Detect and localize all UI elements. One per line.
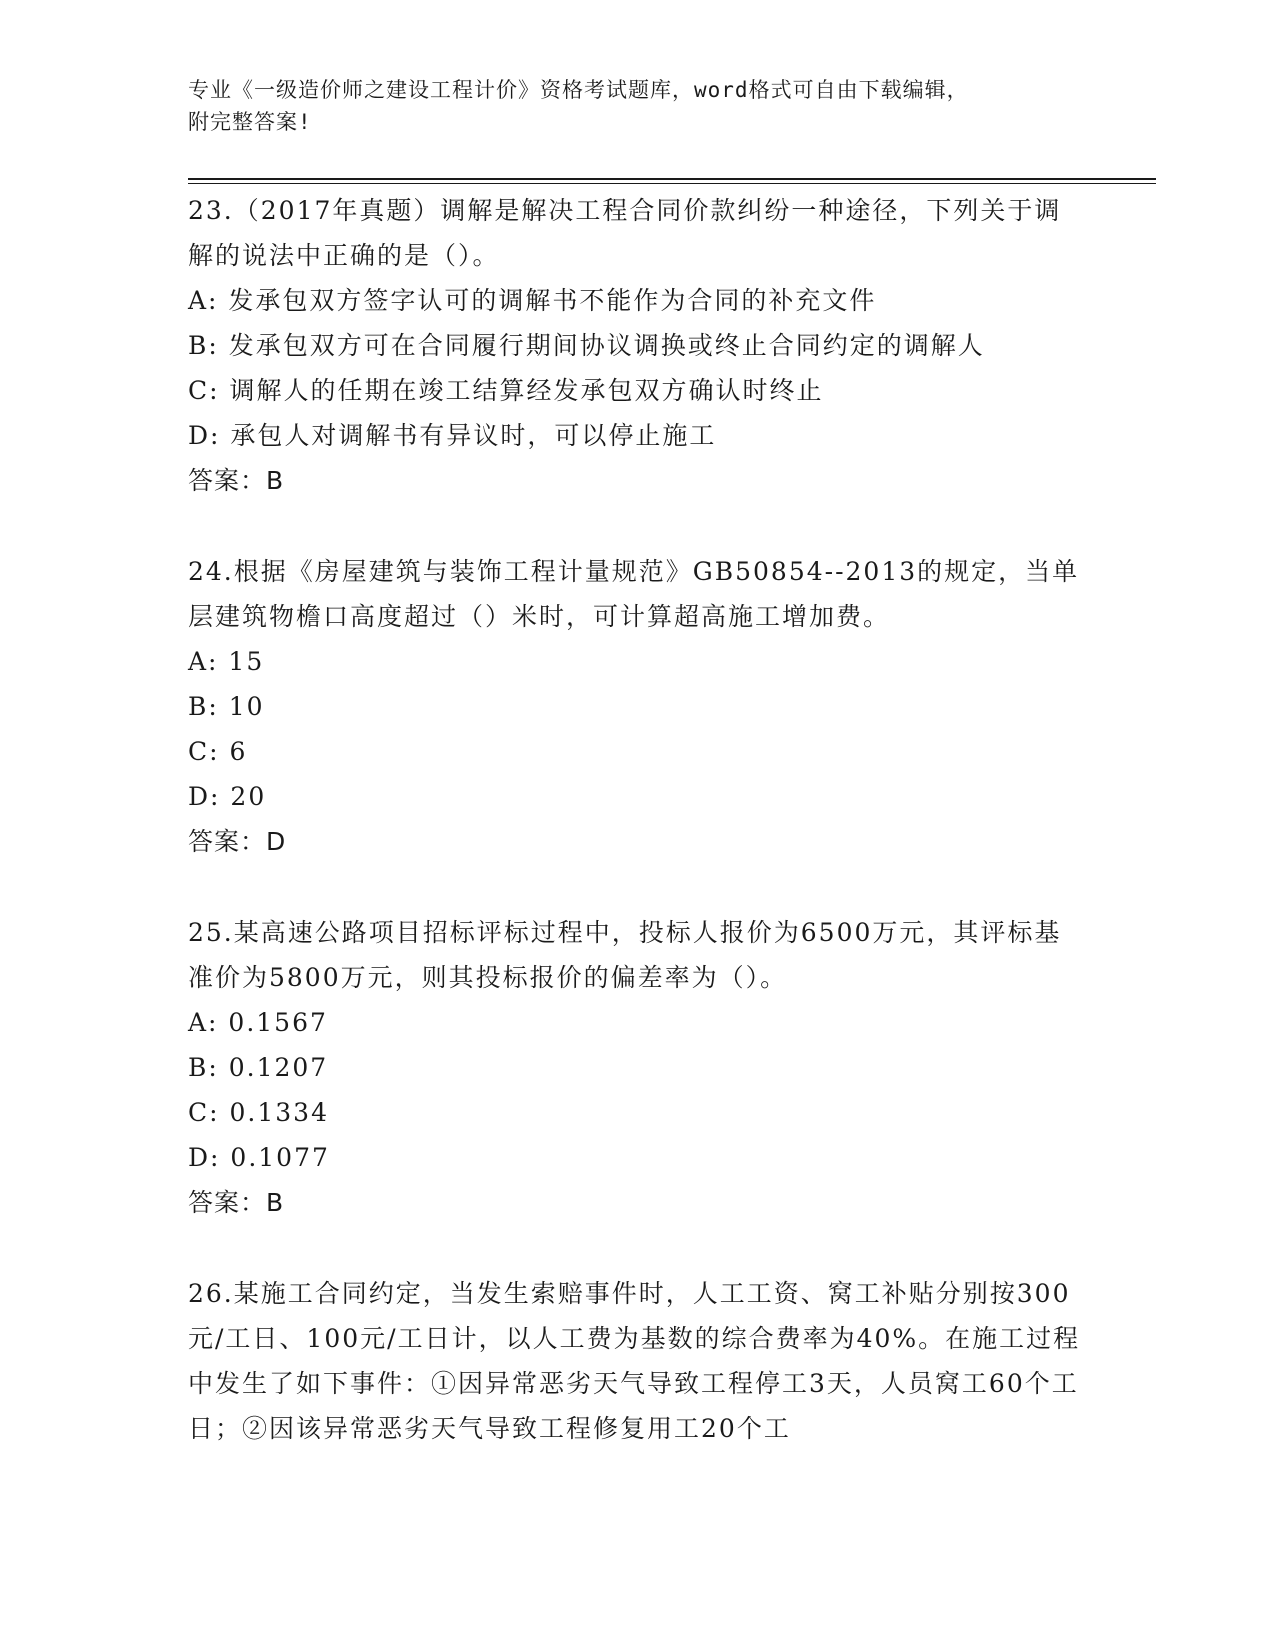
- question-24: [188, 549, 1088, 865]
- option-d: D: 承包人对调解书有异议时，可以停止施工: [188, 421, 717, 450]
- question-list: [188, 188, 1088, 1496]
- option-c: C: 6: [188, 737, 248, 766]
- question-stem: 24.根据《房屋建筑与装饰工程计量规范》GB50854--2013的规定，当单层建筑物檐口高度超过（）米时，可计算超高施工增加费。: [188, 557, 1080, 631]
- header-divider-thin: [188, 183, 1156, 184]
- option-c: C: 0.1334: [188, 1098, 329, 1127]
- header-line-2: 附完整答案!: [188, 110, 312, 134]
- option-d: D: 20: [188, 782, 267, 811]
- option-b: B: 0.1207: [188, 1053, 329, 1082]
- option-a: A: 15: [188, 647, 265, 676]
- question-stem: 25.某高速公路项目招标评标过程中，投标人报价为6500万元，其评标基准价为5800万元，则其投标报价的偏差率为（）。: [188, 918, 1062, 992]
- answer: 答案：B: [188, 1188, 285, 1217]
- question-23: [188, 188, 1088, 504]
- option-b: B: 发承包双方可在合同履行期间协议调换或终止合同约定的调解人: [188, 331, 985, 360]
- option-b: B: 10: [188, 692, 265, 721]
- question-stem: 23.（2017年真题）调解是解决工程合同价款纠纷一种途径，下列关于调解的说法中正确的是（）。: [188, 196, 1062, 270]
- answer: 答案：B: [188, 466, 285, 495]
- question-26: [188, 1271, 1088, 1451]
- option-a: A: 发承包双方签字认可的调解书不能作为合同的补充文件: [188, 286, 877, 315]
- header-line-1: 专业《一级造价师之建设工程计价》资格考试题库，word格式可自由下载编辑，: [188, 78, 969, 102]
- option-c: C: 调解人的任期在竣工结算经发承包双方确认时终止: [188, 376, 824, 405]
- option-a: A: 0.1567: [188, 1008, 328, 1037]
- answer: 答案：D: [188, 827, 287, 856]
- option-d: D: 0.1077: [188, 1143, 330, 1172]
- question-stem: 26.某施工合同约定，当发生索赔事件时，人工工资、窝工补贴分别按300元/工日、100元/工日计，以人工费为基数的综合费率为40%。在施工过程中发生了如下事件：①因异常恶劣天气导致工程停工3天，人员窝工60个工日；②因该异常恶劣天气导致工程修复用工20个工: [188, 1279, 1081, 1443]
- header-divider-thick: [188, 178, 1156, 180]
- question-25: [188, 910, 1088, 1226]
- document-header: [188, 74, 1068, 138]
